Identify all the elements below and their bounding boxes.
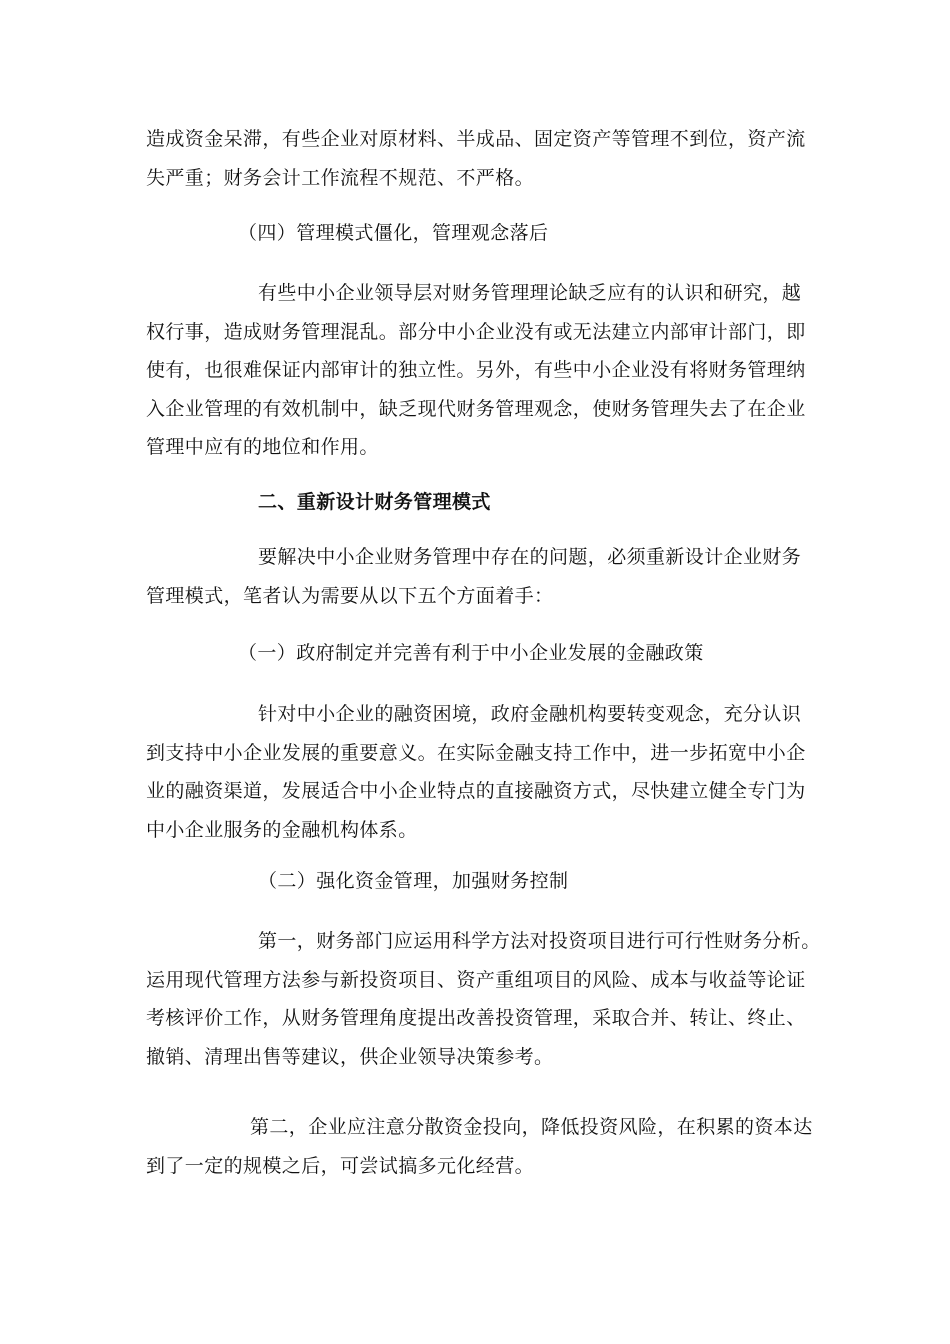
text-line: 针对中小企业的融资困境，政府金融机构要转变观念，充分认识 [258, 703, 802, 725]
section-heading-text: 二、重新设计财务管理模式 [258, 491, 491, 513]
paragraph-management [146, 274, 806, 467]
subheading-2 [258, 862, 918, 901]
paragraph-finance [146, 695, 806, 849]
text-line: 到了一定的规模之后，可尝试搞多元化经营。 [146, 1154, 535, 1177]
paragraph-continuation [146, 120, 806, 197]
text-line: 业的融资渠道，发展适合中小企业特点的直接融资方式，尽快建立健全专门为 [146, 780, 806, 802]
text-line: 要解决中小企业财务管理中存在的问题，必须重新设计企业财务 [258, 546, 802, 568]
paragraph-intro [146, 538, 806, 615]
text-line: 有些中小企业领导层对财务管理理论缺乏应有的认识和研究，越 [258, 282, 802, 304]
text-line: 失严重；财务会计工作流程不规范、不严格。 [146, 166, 535, 189]
paragraph-first [146, 922, 821, 1076]
text-line: 管理模式，笔者认为需要从以下五个方面着手： [146, 584, 554, 607]
text-line: 使有，也很难保证内部审计的独立性。另外，有些中小企业没有将财务管理纳 [146, 359, 806, 381]
section-heading-2 [258, 483, 918, 522]
text-line: 权行事，造成财务管理混乱。部分中小企业没有或无法建立内部审计部门，即 [146, 320, 806, 343]
text-line: 第一，财务部门应运用科学方法对投资项目进行可行性财务分析。 [258, 930, 821, 952]
subheading-text: （二）强化资金管理，加强财务控制 [258, 870, 569, 892]
text-line: 撤销、清理出售等建议，供企业领导决策参考。 [146, 1045, 554, 1068]
text-line: 到支持中小企业发展的重要意义。在实际金融支持工作中，进一步拓宽中小企 [146, 741, 806, 764]
subheading-text: （四）管理模式僵化，管理观念落后 [238, 222, 549, 244]
paragraph-second [146, 1108, 813, 1185]
subheading-4 [238, 214, 898, 253]
text-line: 入企业管理的有效机制中，缺乏现代财务管理观念，使财务管理失去了在企业 [146, 397, 806, 420]
text-line: 造成资金呆滞，有些企业对原材料、半成品、固定资产等管理不到位，资产流 [146, 128, 806, 150]
text-line: 中小企业服务的金融机构体系。 [146, 818, 418, 841]
text-line: 第二，企业应注意分散资金投向，降低投资风险，在积累的资本达 [250, 1116, 813, 1138]
text-line: 运用现代管理方法参与新投资项目、资产重组项目的风险、成本与收益等论证 [146, 968, 806, 991]
text-line: 管理中应有的地位和作用。 [146, 436, 379, 458]
subheading-1 [238, 634, 898, 673]
text-line: 考核评价工作，从财务管理角度提出改善投资管理，采取合并、转让、终止、 [146, 1007, 806, 1029]
subheading-text: （一）政府制定并完善有利于中小企业发展的金融政策 [238, 642, 704, 664]
